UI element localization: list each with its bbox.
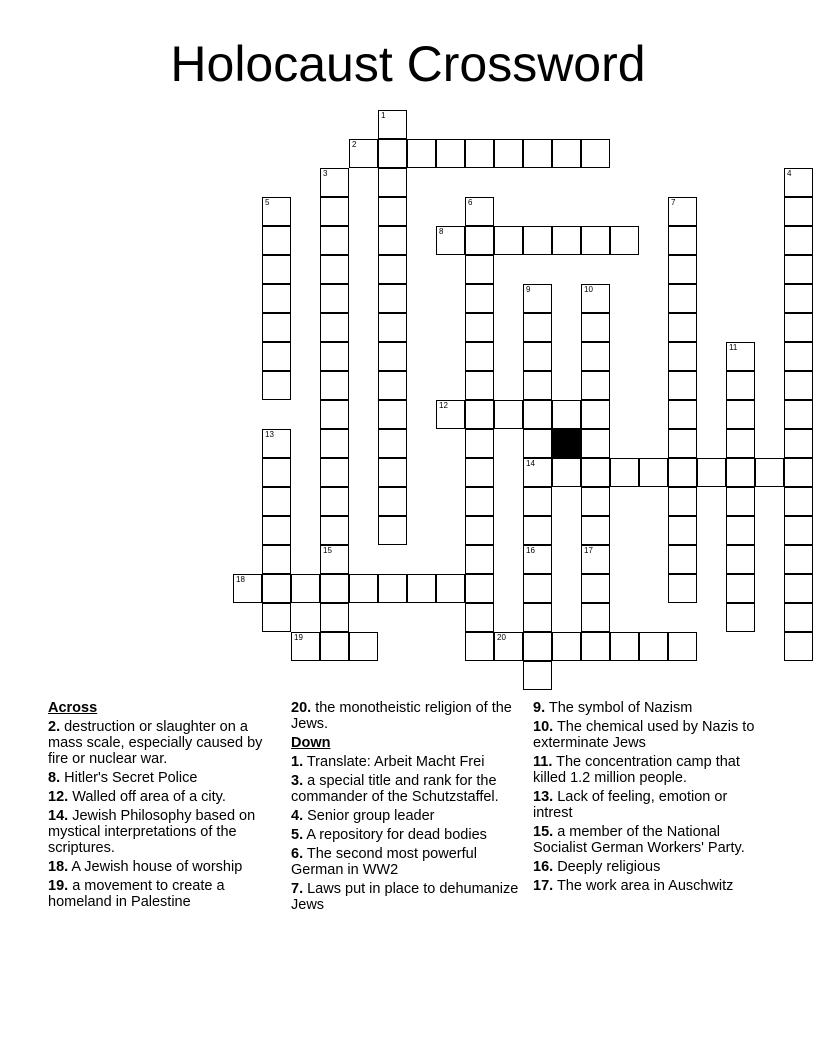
grid-cell[interactable]: [581, 516, 610, 545]
clue-number: 1: [381, 111, 386, 120]
grid-cell[interactable]: [552, 400, 581, 429]
grid-cell[interactable]: [581, 342, 610, 371]
grid-cell[interactable]: [668, 632, 697, 661]
down-clue: [533, 824, 761, 856]
clue-text: The work area in Auschwitz: [553, 878, 734, 894]
grid-cell[interactable]: [320, 226, 349, 255]
grid-cell[interactable]: [668, 458, 697, 487]
grid-cell[interactable]: [523, 400, 552, 429]
grid-cell[interactable]: [436, 139, 465, 168]
clue-number-label: 15.: [533, 824, 554, 840]
grid-cell[interactable]: [465, 255, 494, 284]
grid-cell[interactable]: [465, 313, 494, 342]
grid-cell[interactable]: [523, 632, 552, 661]
clues-column-3: [533, 700, 761, 897]
grid-cell[interactable]: [320, 487, 349, 516]
clue-number-label: 18.: [48, 859, 69, 875]
grid-cell[interactable]: [784, 574, 813, 603]
grid-cell[interactable]: [726, 371, 755, 400]
grid-cell[interactable]: [784, 516, 813, 545]
grid-cell[interactable]: [320, 371, 349, 400]
grid-cell[interactable]: [262, 197, 291, 226]
grid-cell[interactable]: [523, 603, 552, 632]
grid-cell[interactable]: [320, 603, 349, 632]
grid-cell[interactable]: [262, 429, 291, 458]
grid-cell[interactable]: [784, 371, 813, 400]
grid-cell[interactable]: [668, 400, 697, 429]
grid-cell[interactable]: [523, 139, 552, 168]
grid-cell[interactable]: [465, 574, 494, 603]
grid-cell[interactable]: [494, 400, 523, 429]
clue-number: 6: [468, 198, 473, 207]
clue-number: 12: [439, 401, 448, 410]
grid-cell[interactable]: [494, 226, 523, 255]
grid-cell[interactable]: [378, 284, 407, 313]
grid-cell[interactable]: [407, 139, 436, 168]
grid-block: [552, 429, 581, 458]
clue-text: The chemical used by Nazis to exterminate Jews: [533, 719, 755, 751]
grid-cell[interactable]: [320, 342, 349, 371]
across-clue: [48, 878, 276, 910]
clue-number: 9: [526, 285, 531, 294]
grid-cell[interactable]: [784, 429, 813, 458]
grid-cell[interactable]: [668, 255, 697, 284]
grid-cell[interactable]: [378, 487, 407, 516]
clue-text: Senior group leader: [303, 808, 435, 824]
grid-cell[interactable]: [523, 661, 552, 690]
grid-cell[interactable]: [436, 574, 465, 603]
grid-cell[interactable]: [784, 168, 813, 197]
clue-text: a member of the National Socialist German Workers' Party.: [533, 824, 745, 856]
grid-cell[interactable]: [523, 458, 552, 487]
grid-cell[interactable]: [610, 632, 639, 661]
grid-cell[interactable]: [784, 226, 813, 255]
grid-cell[interactable]: [523, 516, 552, 545]
grid-cell[interactable]: [320, 284, 349, 313]
grid-cell[interactable]: [320, 516, 349, 545]
clue-text: A Jewish house of worship: [68, 859, 243, 875]
grid-cell[interactable]: [552, 139, 581, 168]
clue-text: Translate: Arbeit Macht Frei: [303, 754, 485, 770]
clue-number-label: 5.: [291, 827, 304, 843]
grid-cell[interactable]: [726, 574, 755, 603]
grid-cell[interactable]: [262, 603, 291, 632]
clue-number: 2: [352, 140, 357, 149]
grid-cell[interactable]: [784, 487, 813, 516]
clue-text: The second most powerful German in WW2: [291, 846, 477, 878]
clue-number-label: 10.: [533, 719, 554, 735]
grid-cell[interactable]: [581, 371, 610, 400]
grid-cell[interactable]: [262, 545, 291, 574]
grid-cell[interactable]: [262, 226, 291, 255]
grid-cell[interactable]: [465, 371, 494, 400]
clue-text: Walled off area of a city.: [68, 789, 226, 805]
grid-cell[interactable]: [349, 632, 378, 661]
grid-cell[interactable]: [581, 400, 610, 429]
grid-cell[interactable]: [262, 371, 291, 400]
down-clue: [533, 700, 761, 716]
clue-number-label: 8.: [48, 770, 61, 786]
grid-cell[interactable]: [465, 632, 494, 661]
grid-cell[interactable]: [320, 255, 349, 284]
grid-cell[interactable]: [581, 313, 610, 342]
grid-cell[interactable]: [378, 226, 407, 255]
clue-number-label: 1.: [291, 754, 304, 770]
grid-cell[interactable]: [465, 284, 494, 313]
grid-cell[interactable]: [320, 197, 349, 226]
grid-cell[interactable]: [262, 516, 291, 545]
grid-cell[interactable]: [668, 197, 697, 226]
grid-cell[interactable]: [465, 458, 494, 487]
clue-text: the monotheistic religion of the Jews.: [291, 700, 512, 732]
grid-cell[interactable]: [523, 545, 552, 574]
grid-cell[interactable]: [581, 574, 610, 603]
grid-cell[interactable]: [726, 516, 755, 545]
clue-number-label: 14.: [48, 808, 69, 824]
grid-cell[interactable]: [726, 429, 755, 458]
down-clue: [291, 827, 519, 843]
down-clue: [533, 719, 761, 751]
grid-cell[interactable]: [465, 603, 494, 632]
grid-cell[interactable]: [668, 545, 697, 574]
down-heading: Down: [291, 735, 331, 751]
clue-number-label: 3.: [291, 773, 304, 789]
grid-cell[interactable]: [378, 110, 407, 139]
clue-number: 16: [526, 546, 535, 555]
grid-cell[interactable]: [668, 487, 697, 516]
down-clue: [533, 859, 761, 875]
grid-cell[interactable]: [523, 574, 552, 603]
grid-cell[interactable]: [639, 632, 668, 661]
grid-cell[interactable]: [726, 603, 755, 632]
grid-cell[interactable]: [552, 458, 581, 487]
clue-number: 11: [729, 343, 738, 352]
grid-cell[interactable]: [465, 516, 494, 545]
grid-cell[interactable]: [378, 458, 407, 487]
clue-text: a movement to create a homeland in Palestine: [48, 878, 225, 910]
grid-cell[interactable]: [668, 226, 697, 255]
clue-text: Hitler's Secret Police: [60, 770, 198, 786]
grid-cell[interactable]: [552, 632, 581, 661]
grid-cell[interactable]: [726, 458, 755, 487]
clue-number: 19: [294, 633, 303, 642]
down-clue: [533, 878, 761, 894]
grid-cell[interactable]: [378, 516, 407, 545]
grid-cell[interactable]: [668, 429, 697, 458]
grid-cell[interactable]: [378, 342, 407, 371]
grid-cell[interactable]: [349, 574, 378, 603]
grid-cell[interactable]: [784, 458, 813, 487]
grid-cell[interactable]: [262, 574, 291, 603]
grid-cell[interactable]: [581, 487, 610, 516]
clue-text: Laws put in place to dehumanize Jews: [291, 881, 519, 913]
grid-cell[interactable]: [668, 342, 697, 371]
down-clue: [291, 846, 519, 878]
grid-cell[interactable]: [494, 139, 523, 168]
grid-cell[interactable]: [436, 400, 465, 429]
clue-number-label: 9.: [533, 700, 546, 716]
clue-number-label: 6.: [291, 846, 304, 862]
down-clue: [291, 773, 519, 805]
grid-cell[interactable]: [465, 487, 494, 516]
grid-cell[interactable]: [784, 545, 813, 574]
grid-cell[interactable]: [639, 458, 668, 487]
grid-cell[interactable]: [233, 574, 262, 603]
grid-cell[interactable]: [378, 400, 407, 429]
grid-cell[interactable]: [465, 429, 494, 458]
grid-cell[interactable]: [523, 487, 552, 516]
grid-cell[interactable]: [523, 429, 552, 458]
grid-cell[interactable]: [523, 284, 552, 313]
grid-cell[interactable]: [784, 632, 813, 661]
grid-cell[interactable]: [378, 255, 407, 284]
grid-cell[interactable]: [668, 574, 697, 603]
grid-cell[interactable]: [291, 632, 320, 661]
grid-cell[interactable]: [668, 516, 697, 545]
grid-cell[interactable]: [523, 226, 552, 255]
across-clue: [48, 789, 276, 805]
grid-cell[interactable]: [407, 574, 436, 603]
grid-cell[interactable]: [581, 139, 610, 168]
clue-text: The symbol of Nazism: [545, 700, 693, 716]
grid-cell[interactable]: [378, 313, 407, 342]
grid-cell[interactable]: [465, 342, 494, 371]
grid-cell[interactable]: [581, 458, 610, 487]
clue-number: 5: [265, 198, 270, 207]
grid-cell[interactable]: [784, 603, 813, 632]
grid-cell[interactable]: [378, 168, 407, 197]
grid-cell[interactable]: [726, 400, 755, 429]
across-clue: [48, 719, 276, 767]
grid-cell[interactable]: [378, 197, 407, 226]
clue-number-label: 7.: [291, 881, 304, 897]
grid-cell[interactable]: [552, 226, 581, 255]
down-clue: [291, 808, 519, 824]
grid-cell[interactable]: [494, 632, 523, 661]
grid-cell[interactable]: [581, 284, 610, 313]
grid-cell[interactable]: [668, 313, 697, 342]
clue-number: 7: [671, 198, 676, 207]
clue-text: The concentration camp that killed 1.2 million people.: [533, 754, 740, 786]
across-heading: Across: [48, 700, 98, 716]
grid-cell[interactable]: [668, 371, 697, 400]
grid-cell[interactable]: [465, 197, 494, 226]
clue-number-label: 11.: [533, 754, 553, 770]
clue-number: 18: [236, 575, 245, 584]
grid-cell[interactable]: [378, 574, 407, 603]
clue-number-label: 16.: [533, 859, 554, 875]
across-clue: [48, 859, 276, 875]
clue-text: A repository for dead bodies: [303, 827, 487, 843]
grid-cell[interactable]: [320, 429, 349, 458]
grid-cell[interactable]: [262, 313, 291, 342]
grid-cell[interactable]: [320, 458, 349, 487]
grid-cell[interactable]: [581, 226, 610, 255]
grid-cell[interactable]: [726, 342, 755, 371]
grid-cell[interactable]: [726, 545, 755, 574]
grid-cell[interactable]: [378, 139, 407, 168]
grid-cell[interactable]: [262, 342, 291, 371]
grid-cell[interactable]: [262, 255, 291, 284]
clue-number-label: 19.: [48, 878, 69, 894]
clue-text: destruction or slaughter on a mass scale, especially caused by fire or nuclear war.: [48, 719, 263, 767]
clue-number-label: 17.: [533, 878, 554, 894]
clue-number-label: 20.: [291, 700, 312, 716]
grid-cell[interactable]: [784, 255, 813, 284]
grid-cell[interactable]: [465, 400, 494, 429]
down-clue: [533, 789, 761, 821]
grid-cell[interactable]: [465, 226, 494, 255]
grid-cell[interactable]: [262, 487, 291, 516]
grid-cell[interactable]: [726, 487, 755, 516]
clue-text: a special title and rank for the commander of the Schutzstaffel.: [291, 773, 499, 805]
clue-number: 20: [497, 633, 506, 642]
grid-cell[interactable]: [378, 429, 407, 458]
across-clue: [291, 700, 519, 732]
grid-cell[interactable]: [523, 342, 552, 371]
grid-cell[interactable]: [784, 342, 813, 371]
clue-number: 3: [323, 169, 328, 178]
clue-number-label: 4.: [291, 808, 304, 824]
down-clue: [291, 754, 519, 770]
grid-cell[interactable]: [320, 632, 349, 661]
grid-cell[interactable]: [523, 313, 552, 342]
grid-cell[interactable]: [755, 458, 784, 487]
clue-number-label: 12.: [48, 789, 69, 805]
clue-number: 13: [265, 430, 274, 439]
down-clue: [291, 881, 519, 913]
grid-cell[interactable]: [320, 168, 349, 197]
across-clue: [48, 770, 276, 786]
across-clue: [48, 808, 276, 856]
clues-column-1: [48, 700, 276, 913]
grid-cell[interactable]: [465, 545, 494, 574]
grid-cell[interactable]: [784, 197, 813, 226]
clue-text: Deeply religious: [553, 859, 661, 875]
grid-cell[interactable]: [378, 371, 407, 400]
grid-cell[interactable]: [320, 313, 349, 342]
clue-number-label: 13.: [533, 789, 554, 805]
grid-cell[interactable]: [291, 574, 320, 603]
clue-number: 10: [584, 285, 593, 294]
grid-cell[interactable]: [610, 226, 639, 255]
grid-cell[interactable]: [436, 226, 465, 255]
clues-column-2: [291, 700, 519, 916]
clue-number: 8: [439, 227, 444, 236]
clue-number: 15: [323, 546, 332, 555]
grid-cell[interactable]: [784, 284, 813, 313]
grid-cell[interactable]: [465, 139, 494, 168]
grid-cell[interactable]: [262, 284, 291, 313]
clue-text: Lack of feeling, emotion or intrest: [533, 789, 728, 821]
grid-cell[interactable]: [262, 458, 291, 487]
grid-cell[interactable]: [668, 284, 697, 313]
grid-cell[interactable]: [784, 313, 813, 342]
grid-cell[interactable]: [581, 603, 610, 632]
clue-number: 4: [787, 169, 792, 178]
grid-cell[interactable]: [610, 458, 639, 487]
clue-number: 17: [584, 546, 593, 555]
grid-cell[interactable]: [523, 371, 552, 400]
grid-cell[interactable]: [697, 458, 726, 487]
clue-number: 14: [526, 459, 535, 468]
page-title: Holocaust Crossword: [170, 36, 646, 92]
grid-cell[interactable]: [581, 429, 610, 458]
grid-cell[interactable]: [581, 545, 610, 574]
clue-number-label: 2.: [48, 719, 61, 735]
grid-cell[interactable]: [581, 632, 610, 661]
down-clue: [533, 754, 761, 786]
grid-cell[interactable]: [349, 139, 378, 168]
clue-text: Jewish Philosophy based on mystical interpretations of the scriptures.: [48, 808, 256, 856]
grid-cell[interactable]: [320, 574, 349, 603]
grid-cell[interactable]: [784, 400, 813, 429]
grid-cell[interactable]: [320, 400, 349, 429]
grid-cell[interactable]: [320, 545, 349, 574]
